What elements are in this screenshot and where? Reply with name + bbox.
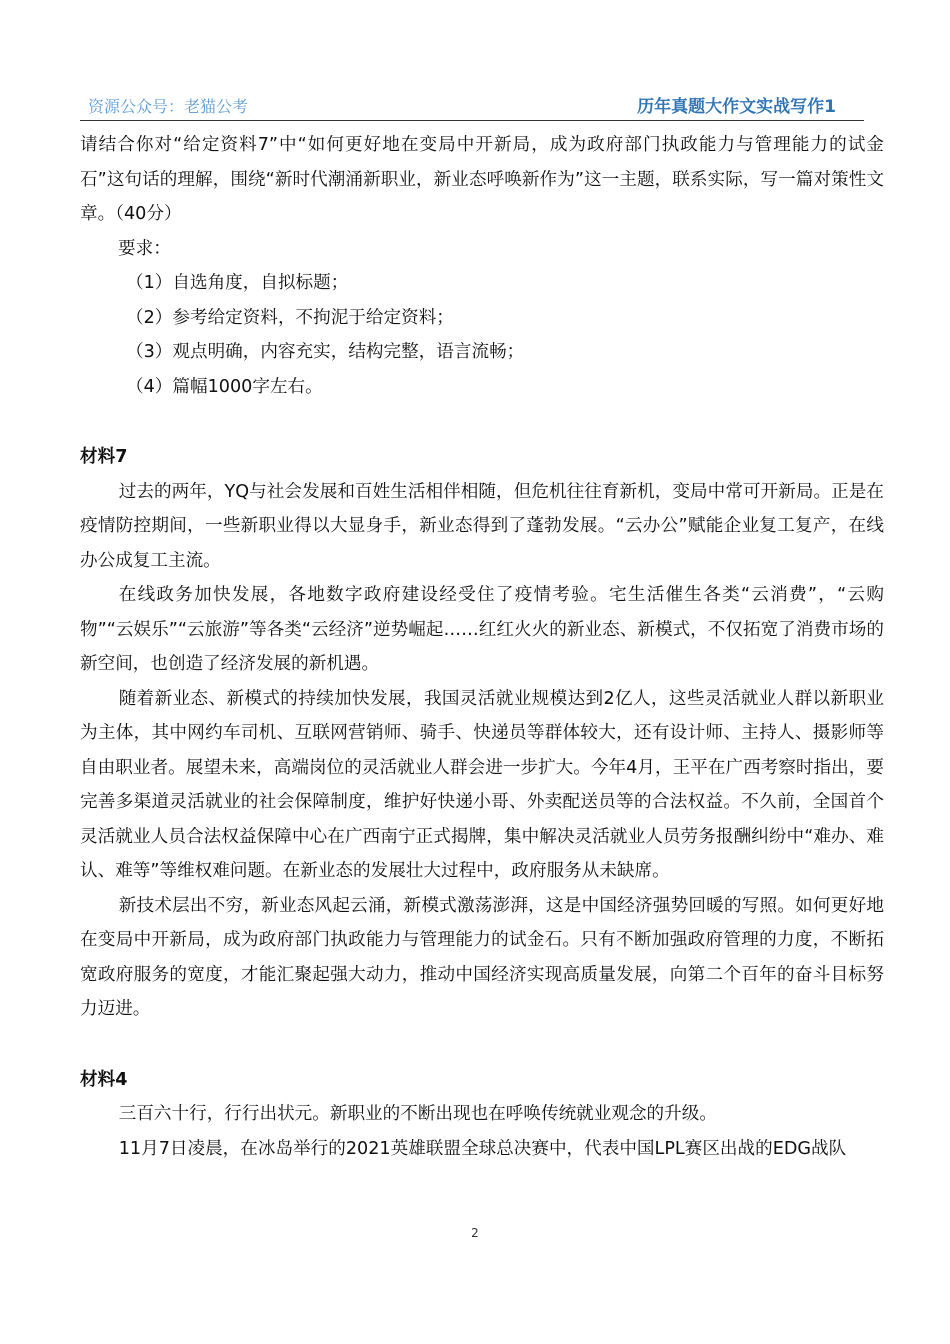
material4-paragraph: 三百六十行，行行出状元。新职业的不断出现也在呼唤传统就业观念的升级。 <box>118 1104 717 1124</box>
material7-paragraph: 随着新业态、新模式的持续加快发展，我国灵活就业规模达到2亿人，这些灵活就业人群以新职业为主体，其中网约车司机、互联网营销师、骑手、快递员等群体较大，还有设计师、主持人、摄影师等自由职业者。展望未来，高端岗位的灵活就业人群会进一步扩大。今年4月，王平在广西考察时指出，要完善多渠道灵活就业的社会保障制度，维护好快递小哥、外卖配送员等的合法权益。不久前，全国首个灵活就业人员合法权益保障中心在广西南宁正式揭牌，集中解决灵活就业人员劳务报酬纠纷中“难办、难认、难等”等维权难问题。在新业态的发展壮大过程中，政府服务从未缺席。 <box>80 688 884 881</box>
page-number: 2 <box>471 1226 479 1240</box>
requirement-item: （2）参考给定资料，不拘泥于给定资料； <box>126 307 454 328</box>
requirement-item: （3）观点明确，内容充实，结构完整，语言流畅； <box>126 342 525 362</box>
page-header <box>80 90 864 121</box>
prompt-text: 请结合你对“给定资料7”中“如何更好地在变局中开新局，成为政府部门执政能力与管理能力的试金石”这句话的理解，围绕“新时代潮涌新职业，新业态呼唤新作为”这一主题，联系实际，写一篇对策性文章。（40分） <box>80 135 884 224</box>
material7-paragraph: 新技术层出不穷，新业态风起云涌，新模式激荡澎湃，这是中国经济强势回暖的写照。如何更好地在变局中开新局，成为政府部门执政能力与管理能力的试金石。只有不断加强政府管理的力度，不断拓宽政府服务的宽度，才能汇聚起强大动力，推动中国经济实现高质量发展，向第二个百年的奋斗目标努力迈进。 <box>80 895 884 1019</box>
material7-title: 材料7 <box>80 447 128 467</box>
material7-paragraph: 过去的两年，YQ与社会发展和百姓生活相伴相随，但危机往往育新机，变局中常可开新局。正是在疫情防控期间，一些新职业得以大显身手，新业态得到了蓬勃发展。“云办公”赋能企业复工复产，在线办公成复工主流。 <box>80 481 884 571</box>
requirement-item: （1）自选角度，自拟标题； <box>126 273 349 293</box>
requirements-label: 要求： <box>118 238 171 259</box>
material4-title: 材料4 <box>80 1069 128 1090</box>
page-content <box>80 128 884 1166</box>
material4-paragraph: 11月7日凌晨，在冰岛举行的2021英雄联盟全球总决赛中，代表中国LPL赛区出战的EDG战队 <box>118 1138 847 1159</box>
material7-paragraph: 在线政务加快发展，各地数字政府建设经受住了疫情考验。宅生活催生各类“云消费”，“云购物”“云娱乐”“云旅游”等各类“云经济”逆势崛起……红红火火的新业态、新模式，不仅拓宽了消费市场的新空间，也创造了经济发展的新机遇。 <box>80 585 884 674</box>
header-title: 历年真题大作文实战写作1 <box>637 97 836 117</box>
requirement-item: （4）篇幅1000字左右。 <box>126 376 323 397</box>
requirements-list <box>80 266 884 404</box>
header-source: 资源公众号：老猫公考 <box>88 97 249 116</box>
